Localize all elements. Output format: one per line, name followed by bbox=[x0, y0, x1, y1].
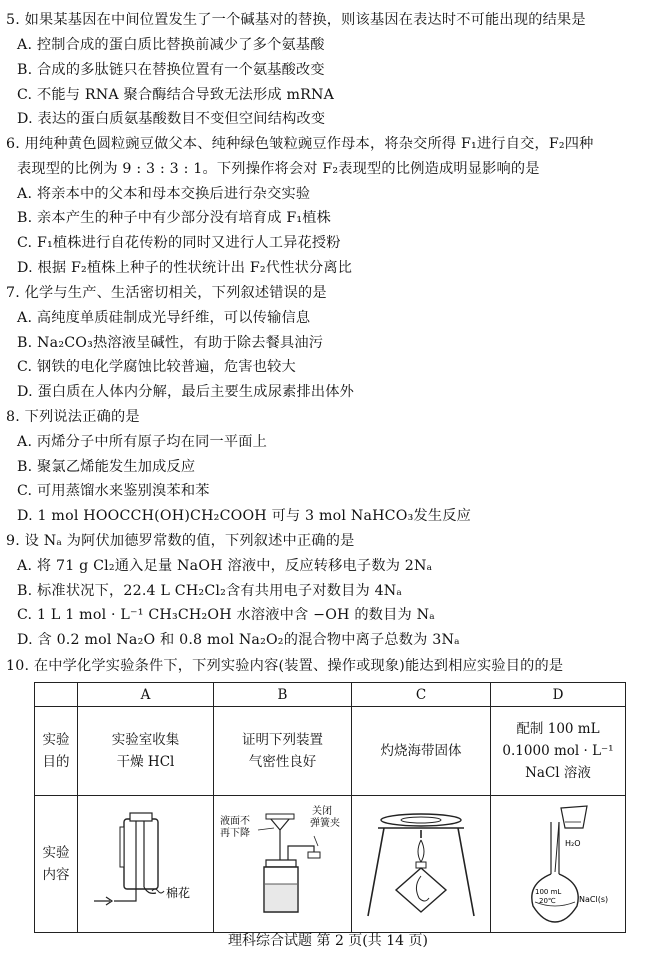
q9-option-b: B. 标准状况下，22.4 L CH₂Cl₂含有共用电子对数目为 4Nₐ bbox=[17, 583, 403, 599]
purpose-a: 实验室收集 干燥 HCl bbox=[78, 707, 214, 796]
level-label-2: 再下降 bbox=[219, 828, 250, 839]
table-header-row bbox=[35, 683, 626, 707]
airtightness-diagram bbox=[218, 804, 348, 924]
table-header-a: A bbox=[78, 683, 214, 707]
page-footer: 理科综合试题 第 2 页(共 14 页) bbox=[228, 933, 428, 949]
table-header-c: C bbox=[352, 683, 491, 707]
q6-option-d: D. 根据 F₂植株上种子的性状统计出 F₂代性状分离比 bbox=[17, 260, 353, 276]
gas-collection-diagram bbox=[86, 809, 206, 919]
q8-option-d: D. 1 mol HOOCCH(OH)CH₂COOH 可与 3 mol NaHCO₃发生反应 bbox=[17, 508, 472, 524]
content-c bbox=[352, 796, 491, 933]
q7-option-b: B. Na₂CO₃热溶液呈碱性，有助于除去餐具油污 bbox=[17, 335, 324, 351]
purpose-d: 配制 100 mL 0.1000 mol · L⁻¹ NaCl 溶液 bbox=[491, 707, 626, 796]
q8-option-b: B. 聚氯乙烯能发生加成反应 bbox=[17, 459, 196, 475]
content-a bbox=[78, 796, 214, 933]
water-label: H₂O bbox=[565, 838, 581, 848]
clamp-label-1: 关闭 bbox=[311, 806, 332, 817]
volumetric-flask-diagram bbox=[493, 802, 623, 927]
purpose-b: 证明下列装置 气密性良好 bbox=[214, 707, 352, 796]
level-label-1: 液面不 bbox=[219, 816, 250, 827]
q5-option-d: D. 表达的蛋白质氨基酸数目不变但空间结构改变 bbox=[17, 111, 326, 127]
q6-option-c: C. F₁植株进行自花传粉的同时又进行人工异花授粉 bbox=[17, 235, 341, 251]
q5-option-a: A. 控制合成的蛋白质比替换前减少了多个氨基酸 bbox=[17, 37, 325, 53]
q9-option-a: A. 将 71 g Cl₂通入足量 NaOH 溶液中，反应转移电子数为 2Nₐ bbox=[17, 558, 433, 574]
clamp-label-2: 弹簧夹 bbox=[309, 818, 340, 829]
q6-stem-line2: 表现型的比例为 9 : 3 : 3 : 1。下列操作将会对 F₂表现型的比例造成明显影响的是 bbox=[17, 161, 540, 177]
table-header-corner bbox=[35, 683, 78, 707]
q10-stem: 10. 在中学化学实验条件下，下列实验内容(装置、操作或现象)能达到相应实验目的的是 bbox=[6, 658, 564, 674]
q5-option-c: C. 不能与 RNA 聚合酶结合导致无法形成 mRNA bbox=[17, 87, 335, 103]
q9-option-d: D. 含 0.2 mol Na₂O 和 0.8 mol Na₂O₂的混合物中离子总数为 3Nₐ bbox=[17, 632, 460, 648]
q6-option-a: A. 将亲本中的父本和母本交换后进行杂交实验 bbox=[17, 186, 311, 202]
q7-option-a: A. 高纯度单质硅制成光导纤维，可以传输信息 bbox=[17, 310, 311, 326]
table-header-b: B bbox=[214, 683, 352, 707]
content-b bbox=[214, 796, 352, 933]
purpose-c: 灼烧海带固体 bbox=[352, 707, 491, 796]
q6-stem-line1: 6. 用纯种黄色圆粒豌豆做父本、纯种绿色皱粒豌豆作母本，将杂交所得 F₁进行自交，F₂四种 bbox=[6, 136, 594, 152]
q5-stem: 5. 如果某基因在中间位置发生了一个碱基对的替换，则该基因在表达时不可能出现的结果是 bbox=[6, 12, 586, 28]
flask-label-2: 20℃ bbox=[539, 896, 556, 905]
q8-option-c: C. 可用蒸馏水来鉴别溴苯和苯 bbox=[17, 483, 210, 499]
q8-option-a: A. 丙烯分子中所有原子均在同一平面上 bbox=[17, 434, 268, 450]
q7-stem: 7. 化学与生产、生活密切相关，下列叙述错误的是 bbox=[6, 285, 327, 301]
q7-option-c: C. 钢铁的电化学腐蚀比较普遍，危害也较大 bbox=[17, 359, 296, 375]
content-d bbox=[491, 796, 626, 933]
cotton-label: 棉花 bbox=[165, 886, 190, 900]
experiment-table bbox=[34, 682, 626, 933]
nacl-label: NaCl(s) bbox=[579, 894, 609, 904]
content-label: 实验 内容 bbox=[35, 796, 78, 933]
q9-option-c: C. 1 L 1 mol · L⁻¹ CH₃CH₂OH 水溶液中含 −OH 的数目为 Nₐ bbox=[17, 607, 435, 623]
q8-stem: 8. 下列说法正确的是 bbox=[6, 409, 140, 425]
q5-option-b: B. 合成的多肽链只在替换位置有一个氨基酸改变 bbox=[17, 62, 325, 78]
purpose-label: 实验 目的 bbox=[35, 707, 78, 796]
table-row-purpose bbox=[35, 707, 626, 796]
tripod-burning-diagram bbox=[356, 804, 486, 924]
table-row-content bbox=[35, 796, 626, 933]
q6-option-b: B. 亲本产生的种子中有少部分没有培育成 F₁植株 bbox=[17, 210, 332, 226]
q9-stem: 9. 设 Nₐ 为阿伏加德罗常数的值，下列叙述中正确的是 bbox=[6, 533, 355, 549]
flask-label-1: 100 mL bbox=[535, 887, 562, 896]
q7-option-d: D. 蛋白质在人体内分解，最后主要生成尿素排出体外 bbox=[17, 384, 355, 400]
table-header-d: D bbox=[491, 683, 626, 707]
